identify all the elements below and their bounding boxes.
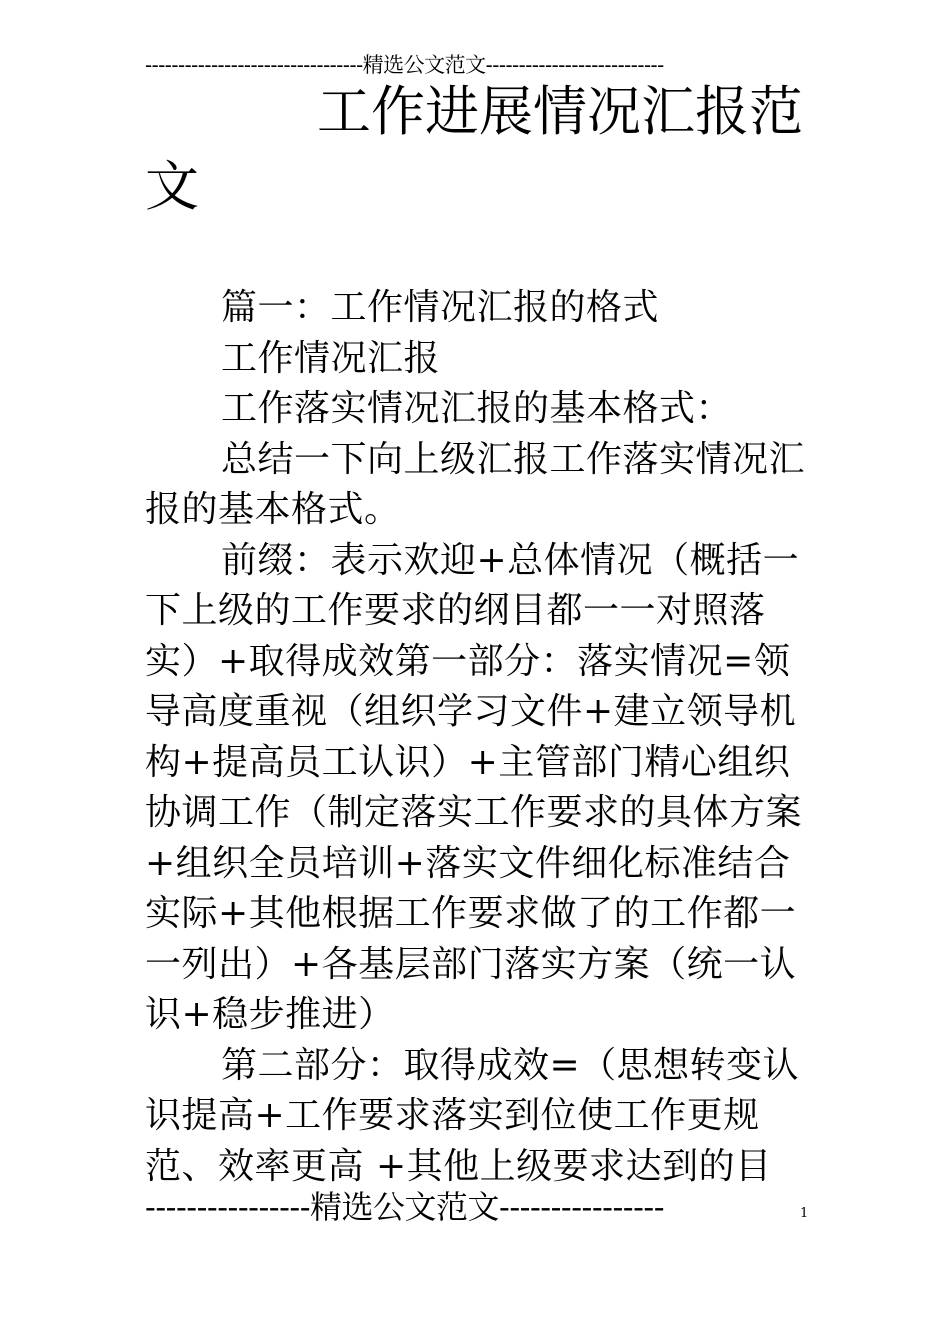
page-header: ---------------------------------精选公文范文--------------------------- (145, 53, 664, 77)
paragraph: 总结一下向上级汇报工作落实情况汇报的基本格式。 (145, 438, 806, 530)
paragraph: 工作情况汇报 (221, 337, 441, 379)
document-title: 工作进展情况汇报范文 (145, 80, 803, 218)
paragraph: 工作落实情况汇报的基本格式： (221, 388, 733, 429)
document-body (145, 283, 809, 1192)
page-footer: ----------------精选公文范文---------------- (145, 1188, 665, 1226)
paragraph: 第二部分：取得成效=（思想转变认识提高+工作要求落实到位使工作更规范、效率更高 +其他上级要求达到的目 (145, 1044, 800, 1187)
section-heading: 篇一：工作情况汇报的格式 (221, 287, 660, 328)
paragraph: 前缀：表示欢迎+总体情况（概括一下上级的工作要求的纲目都一一对照落实）+取得成效第一部分：落实情况=领导高度重视（组织学习文件+建立领导机构+提高员工认识）+主管部门精心组织协调工作（制定落实工作要求的具体方案+组织全员培训+落实文件细化标准结合实际+其他根据工作要求做了的工作都一一列出）+各基层部门落实方案（统一认识+稳步推进） (145, 539, 803, 1035)
page-number: 1 (800, 1206, 809, 1221)
